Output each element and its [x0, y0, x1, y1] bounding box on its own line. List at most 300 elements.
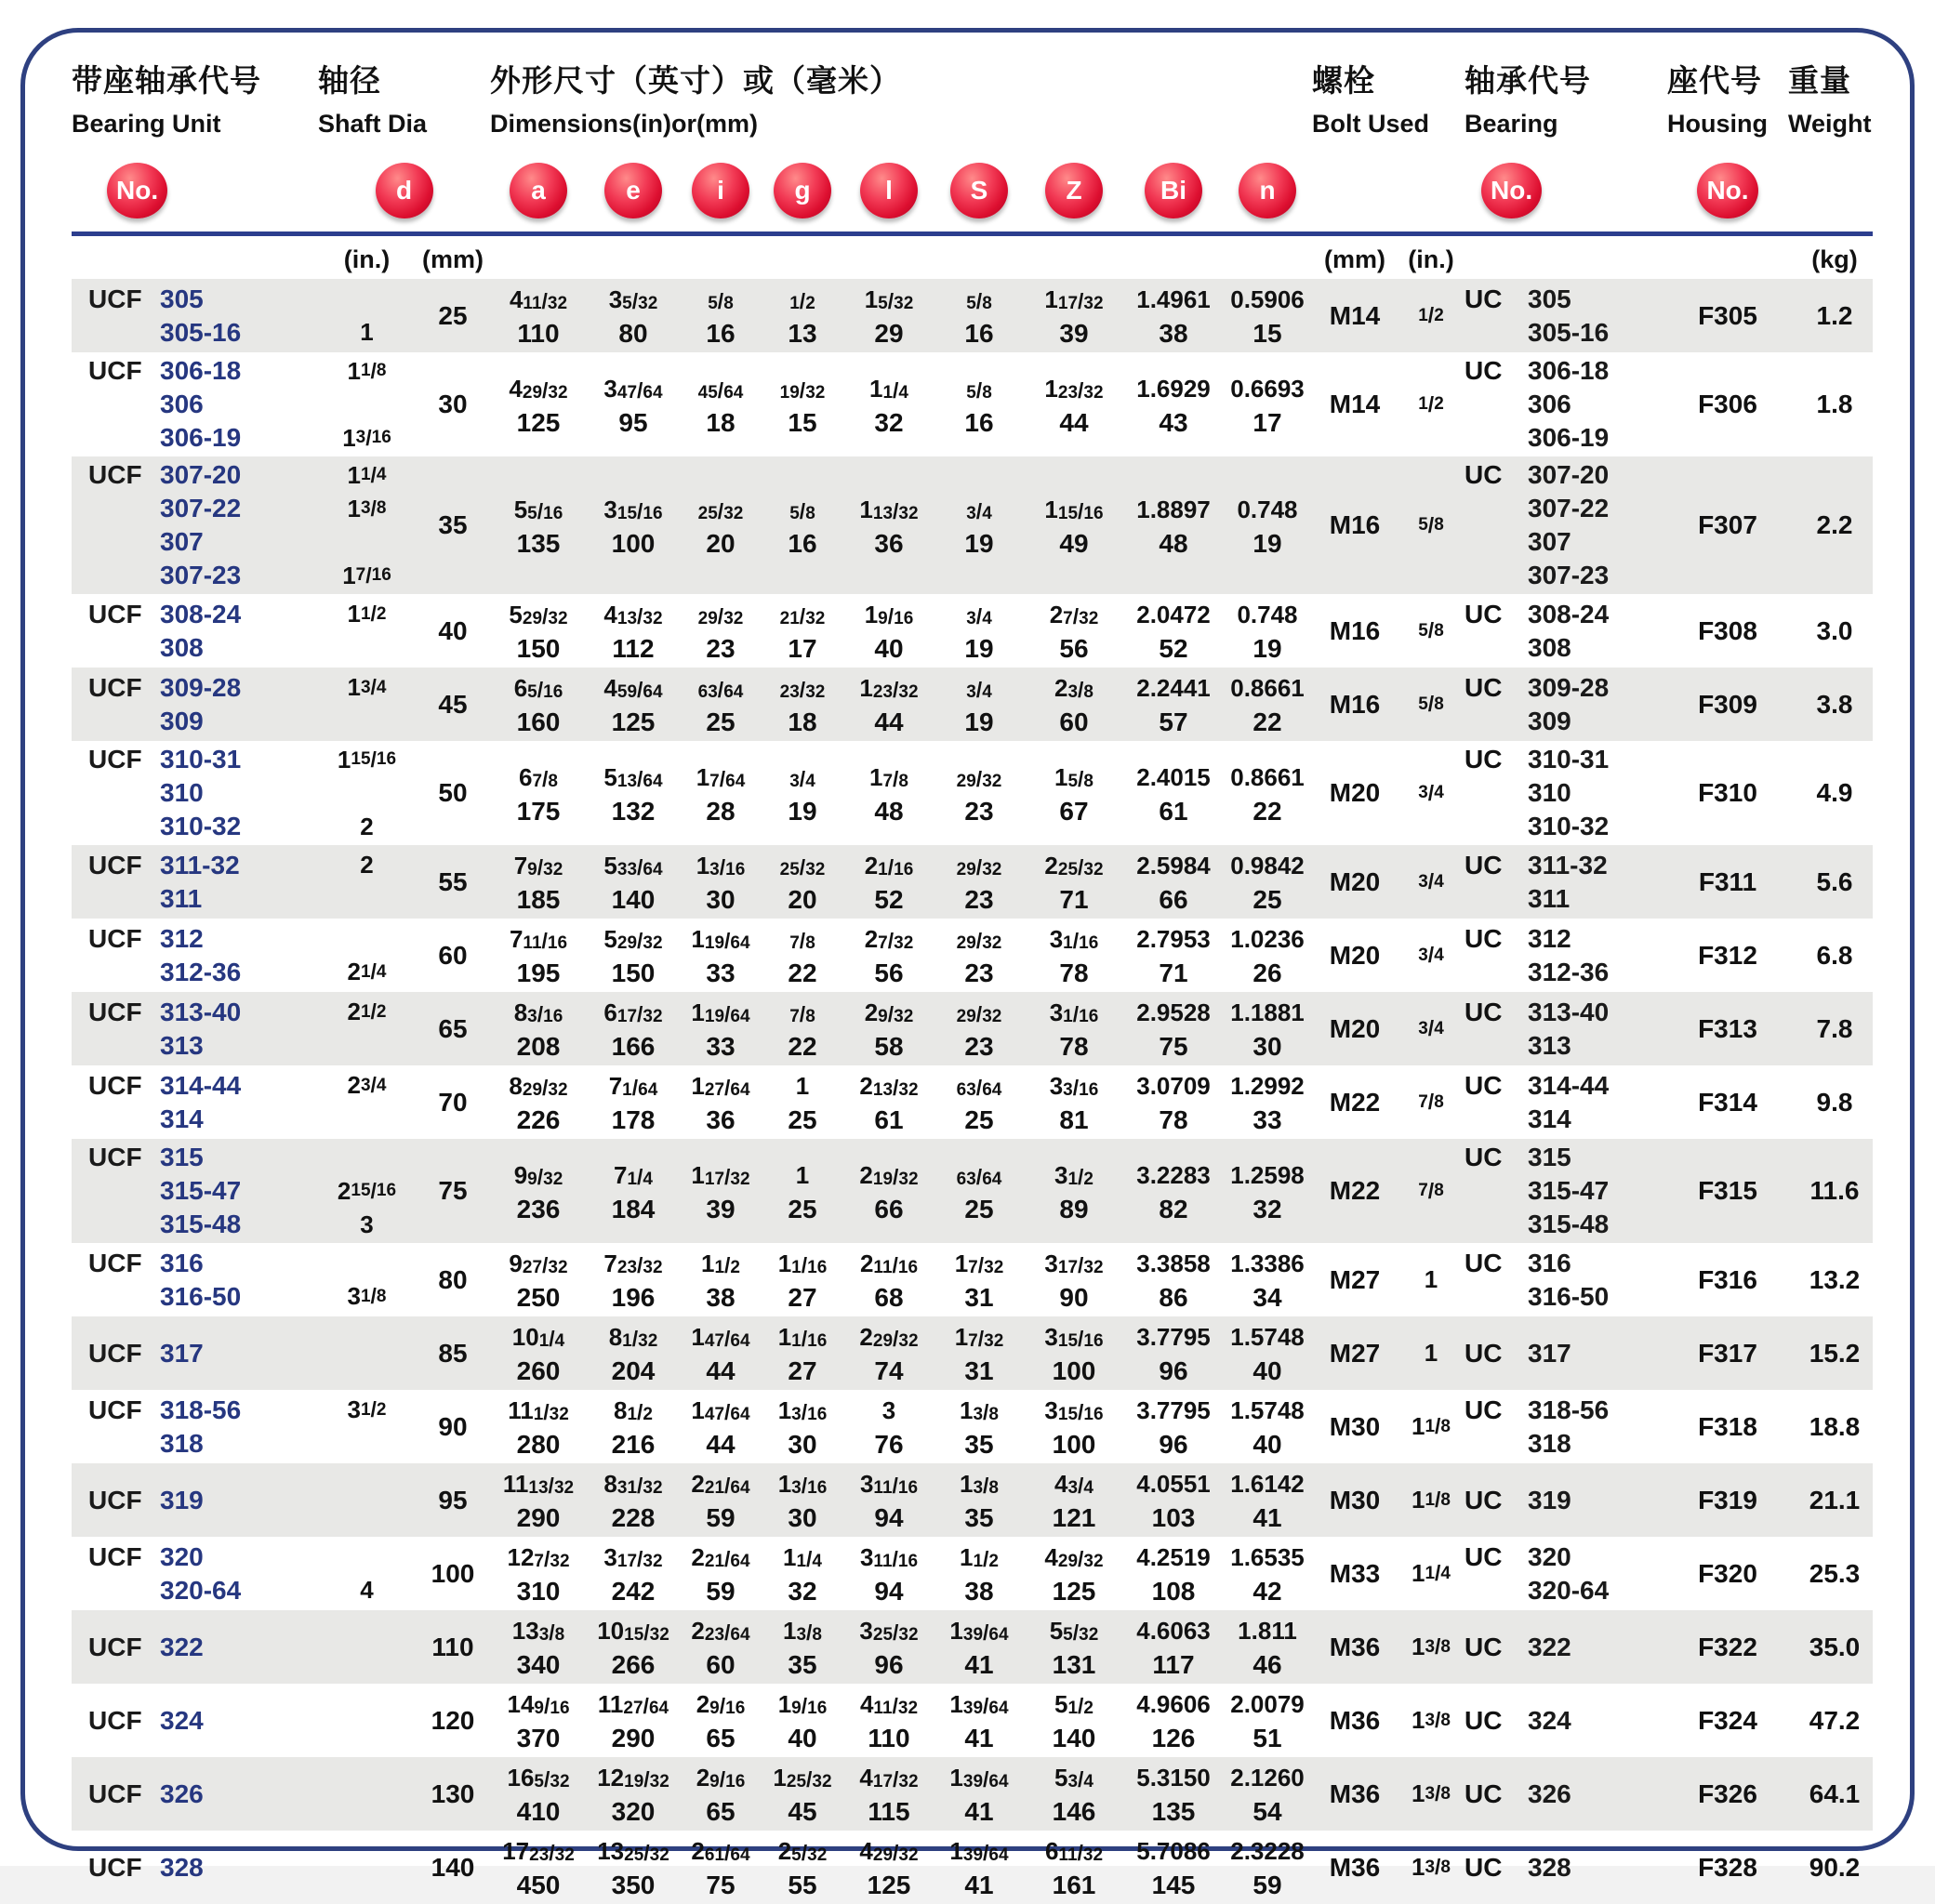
dim-n-cell [1223, 759, 1312, 828]
badge-g-cell [762, 163, 843, 218]
dim-l-in: 1 13 / 32 [859, 495, 919, 523]
dim-g-cell [762, 1067, 843, 1137]
dim-l-cell [843, 491, 934, 561]
bearing-model: 322 [1528, 1632, 1571, 1661]
dim-s-in: 1 39 / 64 [949, 1690, 1009, 1718]
dim-l-in: 2 29 / 32 [859, 1323, 919, 1351]
dim-z-cell [1024, 281, 1124, 350]
dim-z-mm: 89 [1059, 1194, 1089, 1223]
bearing-model: 328 [1528, 1852, 1571, 1882]
dim-e-mm: 166 [611, 1032, 656, 1061]
bolt-size-cell: M33 [1329, 1558, 1381, 1588]
dim-s-mm: 23 [964, 885, 994, 914]
header-bolt-used-en: Bolt Used [1312, 110, 1430, 138]
dim-e-in: 3 47 / 64 [603, 374, 663, 403]
weight-value: 3.0 [1816, 615, 1853, 645]
dim-s-mm: 41 [964, 1724, 994, 1752]
dim-l-mm: 44 [874, 707, 904, 736]
bearing-model: 315-48 [1528, 1210, 1610, 1238]
dim-z-in: 3 15 / 16 [1044, 1323, 1104, 1351]
dim-e-mm: 95 [618, 407, 648, 437]
unit-prefix: UCF [88, 1338, 142, 1368]
dim-i-in: 1 47 / 64 [691, 1396, 750, 1424]
dim-e-mm: 125 [611, 707, 656, 736]
bearing-prefix: UC [1465, 1632, 1503, 1661]
dim-e-cell [587, 1759, 680, 1829]
bearing-model: 307 [1528, 527, 1571, 556]
dim-z-cell [1024, 847, 1124, 917]
unit-prefix: UCF [88, 460, 142, 489]
unit-number-cell [72, 996, 318, 1063]
dim-z-mm: 78 [1059, 1032, 1089, 1061]
dim-a-in: 7 9 / 32 [513, 852, 563, 879]
weight-value: 35.0 [1809, 1632, 1861, 1661]
dim-z-mm: 44 [1059, 407, 1089, 437]
weight-value: 4.9 [1816, 778, 1853, 807]
dim-z-in: 2 25 / 32 [1044, 852, 1104, 879]
bearing-model: 311 [1528, 883, 1571, 913]
bearing-model-stack [1528, 922, 1667, 989]
dim-e-in: 11 27 / 64 [597, 1690, 669, 1718]
header-bearing-zh: 轴承代号 [1465, 63, 1591, 98]
n-badge: n [1239, 163, 1296, 218]
bearing-model: 310-32 [1528, 812, 1610, 840]
weight-value: 47.2 [1809, 1705, 1861, 1735]
bolt-in-cell: 5 / 8 [1418, 692, 1444, 716]
dim-g-cell [762, 1465, 843, 1535]
dim-i-in: 25 / 32 [697, 498, 744, 523]
bearing-model: 312 [1528, 923, 1571, 953]
dim-s-in: 29 / 32 [956, 855, 1002, 879]
bearing-model: 310 [1528, 778, 1571, 807]
dim-n-cell [1223, 491, 1312, 561]
dim-a-cell [490, 847, 587, 917]
housing-number: F316 [1698, 1264, 1757, 1294]
bolt-in-cell: 1 [1424, 1339, 1438, 1367]
badge-housing-no-cell [1667, 163, 1788, 218]
dim-n-mm: 32 [1252, 1194, 1282, 1223]
dim-z-cell [1024, 491, 1124, 561]
shaft-dia-in-value: 1 7 / 16 [342, 561, 391, 589]
unit-model-stack [160, 743, 318, 843]
dim-l-cell [843, 1392, 934, 1461]
bolt-size-cell: M36 [1329, 1852, 1381, 1882]
dim-l-cell [843, 759, 934, 828]
dim-g-in: 1 1 / 16 [777, 1323, 828, 1351]
unit-prefix: UCF [88, 1541, 142, 1571]
bolt-in-cell: 1 3 / 8 [1411, 1706, 1451, 1734]
dim-bi-in: 3.7795 [1136, 1323, 1211, 1351]
dim-s-cell [934, 1067, 1024, 1137]
dim-bi-in: 3.0709 [1136, 1072, 1211, 1100]
shaft-dia-mm-value: 40 [438, 615, 468, 645]
unit-model: 306-19 [160, 423, 242, 452]
dim-n-mm: 40 [1252, 1356, 1282, 1385]
dim-n-in: 0.8661 [1230, 674, 1305, 702]
dim-bi-mm: 48 [1159, 528, 1188, 558]
dim-l-mm: 96 [874, 1650, 904, 1679]
unit-model-stack [160, 1069, 318, 1136]
dim-a-in: 9 9 / 32 [513, 1160, 563, 1189]
dim-bi-in: 1.8897 [1136, 495, 1211, 523]
dim-z-cell [1024, 1067, 1124, 1137]
bearing-prefix: UC [1465, 1248, 1503, 1277]
g-badge: g [774, 163, 831, 218]
unit-model-stack [160, 1247, 318, 1314]
shaft-dia-mm-value: 55 [438, 866, 468, 896]
dim-l-cell [843, 370, 934, 440]
bolt-in-cell: 7 / 8 [1418, 1090, 1444, 1114]
bearing-model: 317 [1528, 1338, 1571, 1368]
dim-i-cell [680, 847, 762, 917]
shaft-dia-in-cell [318, 1832, 416, 1902]
dim-g-in: 1 [795, 1072, 810, 1100]
dim-s-cell [934, 491, 1024, 561]
dim-i-mm: 59 [706, 1577, 736, 1606]
dim-z-in: 5 5 / 32 [1049, 1617, 1099, 1645]
bearing-model: 313 [1528, 1030, 1571, 1060]
dim-e-cell [587, 759, 680, 828]
bearing-prefix: UC [1465, 356, 1503, 385]
dim-z-cell [1024, 1465, 1124, 1535]
unit-shaft-mm: (mm) [422, 245, 484, 273]
badge-d-cell [318, 163, 490, 218]
shaft-dia-in-cell [318, 1539, 416, 1608]
dim-a-mm: 236 [516, 1194, 561, 1223]
dim-a-in: 4 29 / 32 [509, 374, 568, 403]
dim-z-in: 4 3 / 4 [1054, 1470, 1093, 1498]
housing-number: F309 [1698, 689, 1757, 719]
dim-bi-mm: 103 [1151, 1503, 1196, 1532]
bearing-prefix: UC [1465, 1485, 1503, 1514]
dim-bi-cell [1124, 1318, 1223, 1388]
dim-z-cell [1024, 1612, 1124, 1682]
s-badge: S [950, 163, 1008, 218]
dim-a-cell [490, 1318, 587, 1388]
header-dimensions-en: Dimensions(in)or(mm) [490, 110, 759, 138]
dim-g-cell [762, 281, 843, 350]
bolt-size-cell: M30 [1329, 1485, 1381, 1514]
badge-a-cell [490, 163, 587, 218]
dim-a-cell [490, 1157, 587, 1226]
shaft-dia-in-value: 3 1 / 2 [347, 1395, 387, 1423]
housing-number: F305 [1698, 300, 1757, 330]
bolt-size-cell: M22 [1329, 1176, 1381, 1205]
dim-e-cell [587, 1318, 680, 1388]
dim-i-cell [680, 491, 762, 561]
weight-value: 90.2 [1809, 1852, 1861, 1882]
dim-z-mm: 67 [1059, 796, 1089, 826]
dim-n-mm: 46 [1252, 1650, 1282, 1679]
unit-model-stack [160, 598, 318, 665]
dim-a-cell [490, 1539, 587, 1608]
d-badge: d [376, 163, 433, 218]
dim-i-mm: 23 [706, 634, 736, 663]
bolt-in-cell: 1 1 / 4 [1411, 1559, 1451, 1587]
dim-s-cell [934, 1157, 1024, 1226]
dim-g-cell [762, 370, 843, 440]
dim-i-in: 1 7 / 64 [696, 762, 746, 791]
i-badge: i [692, 163, 749, 218]
dim-bi-mm: 82 [1159, 1194, 1188, 1223]
unit-number-cell [72, 283, 318, 350]
dim-bi-cell [1124, 596, 1223, 666]
bolt-in-cell: 1 3 / 8 [1411, 1633, 1451, 1660]
dim-s-mm: 23 [964, 796, 994, 826]
bearing-number-cell [1465, 283, 1667, 350]
dim-i-mm: 38 [706, 1283, 736, 1312]
dim-bi-in: 4.0551 [1136, 1470, 1211, 1498]
dim-bi-in: 4.6063 [1136, 1617, 1211, 1645]
unit-model: 320 [160, 1541, 204, 1571]
dim-s-in: 63 / 64 [956, 1076, 1002, 1100]
unit-model: 307-23 [160, 561, 242, 589]
dim-a-cell [490, 1686, 587, 1755]
bolt-size-cell: M16 [1329, 510, 1381, 539]
housing-number: F313 [1698, 1013, 1757, 1043]
dim-s-cell [934, 596, 1024, 666]
dim-s-cell [934, 759, 1024, 828]
header-dimensions-zh: 外形尺寸（英寸）或（毫米） [490, 63, 901, 98]
a-badge: a [510, 163, 567, 218]
weight-value: 7.8 [1816, 1013, 1853, 1043]
dim-z-in: 6 11 / 32 [1044, 1837, 1104, 1865]
housing-number: F312 [1698, 940, 1757, 970]
unit-prefix: UCF [88, 745, 142, 774]
dim-a-mm: 125 [516, 407, 561, 437]
dim-bi-in: 3.7795 [1136, 1396, 1211, 1424]
dim-e-in: 8 1 / 2 [613, 1396, 653, 1424]
table-row [72, 1390, 1873, 1463]
bearing-model: 309 [1528, 706, 1571, 735]
dim-s-cell [934, 370, 1024, 440]
bearing-model: 320-64 [1528, 1575, 1610, 1605]
dim-n-in: 1.6535 [1230, 1543, 1305, 1571]
dim-g-cell [762, 1832, 843, 1902]
dim-a-in: 4 11 / 32 [509, 285, 568, 313]
dim-g-mm: 30 [788, 1503, 817, 1532]
dim-g-cell [762, 1157, 843, 1226]
bolt-size-cell: M36 [1329, 1705, 1381, 1735]
bearing-model-stack [1528, 283, 1667, 350]
unit-prefix: UCF [88, 997, 142, 1026]
bearing-number-cell [1465, 1484, 1667, 1517]
dim-n-mm: 26 [1252, 959, 1282, 987]
dim-g-mm: 45 [788, 1797, 817, 1826]
dim-s-mm: 31 [964, 1356, 994, 1385]
badge-unit-no-cell [72, 163, 318, 218]
housing-number: F306 [1698, 390, 1757, 418]
housing-number: F328 [1698, 1852, 1757, 1882]
bearing-model-stack [1528, 1540, 1667, 1607]
dim-s-in: 1 7 / 32 [954, 1323, 1004, 1351]
shaft-dia-in-value: 2 [360, 851, 374, 879]
bearing-prefix: UC [1465, 284, 1503, 313]
dim-g-mm: 13 [788, 319, 817, 348]
bearing-model-stack [1528, 1484, 1667, 1517]
weight-value: 15.2 [1809, 1338, 1861, 1368]
dim-l-mm: 29 [874, 319, 904, 348]
dim-n-mm: 40 [1252, 1430, 1282, 1459]
unit-model-stack [160, 849, 318, 916]
table-row [72, 1610, 1873, 1684]
dim-e-in: 5 33 / 64 [603, 852, 663, 879]
dim-n-cell [1223, 1157, 1312, 1226]
dim-g-in: 1 25 / 32 [773, 1764, 832, 1792]
unit-prefix: UCF [88, 923, 142, 953]
dim-a-in: 6 7 / 8 [518, 762, 558, 791]
dim-n-in: 1.1881 [1230, 998, 1305, 1026]
dim-e-mm: 204 [611, 1356, 656, 1385]
dim-e-mm: 196 [611, 1283, 656, 1312]
shaft-dia-mm-value: 140 [431, 1852, 475, 1882]
shaft-dia-in-cell [318, 281, 416, 350]
dim-i-cell [680, 1465, 762, 1535]
dim-i-mm: 33 [706, 1032, 736, 1061]
housing-no-badge: No. [1697, 163, 1757, 218]
table-row [72, 741, 1873, 845]
table-row [72, 279, 1873, 352]
dim-n-mm: 42 [1252, 1577, 1282, 1606]
header-shaft-dia [318, 57, 490, 139]
dim-l-cell [843, 596, 934, 666]
dim-l-cell [843, 1686, 934, 1755]
dim-s-mm: 23 [964, 1032, 994, 1061]
dim-bi-in: 2.2441 [1136, 674, 1211, 702]
dim-n-in: 0.9842 [1230, 852, 1305, 879]
units-row [72, 240, 1873, 279]
dim-g-mm: 22 [788, 959, 817, 987]
bolt-in-cell: 1 [1424, 1265, 1438, 1293]
dim-bi-mm: 75 [1159, 1032, 1188, 1061]
dim-z-mm: 125 [1052, 1577, 1096, 1606]
dim-e-cell [587, 596, 680, 666]
dim-bi-in: 3.3858 [1136, 1250, 1211, 1277]
dim-i-mm: 25 [706, 707, 736, 736]
dim-g-cell [762, 491, 843, 561]
dim-z-cell [1024, 1157, 1124, 1226]
badge-l-cell [843, 163, 934, 218]
dim-g-in: 1 / 2 [789, 289, 815, 313]
dim-bi-cell [1124, 1067, 1223, 1137]
dim-g-in: 23 / 32 [779, 678, 826, 702]
dim-a-mm: 208 [516, 1032, 561, 1061]
dim-n-mm: 34 [1252, 1283, 1282, 1312]
shaft-dia-in-value: 1 15 / 16 [337, 745, 397, 774]
dim-l-mm: 61 [874, 1105, 904, 1134]
dim-s-mm: 35 [964, 1430, 994, 1459]
dim-e-cell [587, 1686, 680, 1755]
dim-bi-mm: 86 [1159, 1283, 1188, 1312]
dim-l-mm: 76 [874, 1430, 904, 1459]
dim-g-cell [762, 920, 843, 990]
dim-bi-mm: 61 [1159, 796, 1188, 826]
dim-a-cell [490, 1067, 587, 1137]
bearing-model-stack [1528, 743, 1667, 843]
bearing-number-cell [1465, 1337, 1667, 1370]
bolt-size-cell: M20 [1329, 1013, 1381, 1043]
bolt-size-cell: M30 [1329, 1411, 1381, 1441]
shaft-dia-mm-value: 130 [431, 1778, 475, 1808]
unit-model: 319 [160, 1485, 204, 1514]
dim-s-mm: 19 [964, 634, 994, 663]
dim-l-in: 2 11 / 16 [859, 1250, 919, 1277]
bearing-prefix: UC [1465, 1070, 1503, 1100]
dim-s-mm: 19 [964, 528, 994, 558]
badge-bearing-no-cell [1465, 163, 1667, 218]
table-row [72, 1065, 1873, 1139]
bearing-model-stack [1528, 1069, 1667, 1136]
bearing-number-cell [1465, 458, 1667, 592]
dim-a-mm: 195 [516, 959, 561, 987]
dim-g-mm: 27 [788, 1356, 817, 1385]
shaft-dia-in-cell [318, 458, 416, 592]
unit-model-stack [160, 1778, 318, 1811]
dim-z-mm: 100 [1052, 1430, 1096, 1459]
dim-n-in: 2.3228 [1230, 1837, 1305, 1865]
dim-l-in: 1 7 / 8 [868, 762, 908, 791]
shaft-dia-in-cell [318, 743, 416, 843]
dim-g-mm: 22 [788, 1032, 817, 1061]
shaft-dia-in-value: 1 [360, 318, 374, 346]
bearing-model: 306-19 [1528, 423, 1610, 452]
dim-g-in: 1 3 / 8 [782, 1617, 822, 1645]
dim-i-mm: 30 [706, 885, 736, 914]
dim-l-in: 4 17 / 32 [859, 1764, 919, 1792]
dim-i-in: 1 27 / 64 [691, 1072, 750, 1100]
dim-g-mm: 25 [788, 1105, 817, 1134]
bearing-model: 306 [1528, 390, 1571, 418]
dim-bi-mm: 78 [1159, 1105, 1188, 1134]
dim-l-in: 1 23 / 32 [859, 674, 919, 702]
bolt-in-cell: 3 / 4 [1418, 1016, 1444, 1040]
unit-model: 313 [160, 1030, 204, 1060]
dim-i-cell [680, 1759, 762, 1829]
dim-l-cell [843, 1465, 934, 1535]
dim-g-cell [762, 669, 843, 739]
unit-model: 310-31 [160, 745, 242, 774]
unit-model: 309-28 [160, 672, 242, 702]
dim-s-mm: 41 [964, 1650, 994, 1679]
dim-l-in: 1 5 / 32 [864, 285, 914, 313]
unit-bolt-mm: (mm) [1324, 245, 1385, 273]
dim-z-in: 1 17 / 32 [1044, 285, 1104, 313]
dim-e-in: 7 1 / 64 [608, 1072, 658, 1100]
dim-s-in: 1 39 / 64 [949, 1837, 1009, 1865]
dim-g-in: 1 3 / 16 [777, 1470, 828, 1498]
dim-s-cell [934, 1832, 1024, 1902]
shaft-dia-in-value: 3 1 / 8 [347, 1282, 387, 1310]
dim-l-mm: 66 [874, 1194, 904, 1223]
dim-z-mm: 49 [1059, 528, 1089, 558]
dim-bi-cell [1124, 1465, 1223, 1535]
dim-n-mm: 19 [1252, 634, 1282, 663]
dim-a-in: 8 3 / 16 [513, 998, 563, 1026]
dim-g-mm: 19 [788, 796, 817, 826]
shaft-dia-in-value: 1 3 / 8 [347, 494, 387, 522]
bearing-model-stack [1528, 1631, 1667, 1664]
bearing-model-stack [1528, 598, 1667, 665]
dim-n-mm: 33 [1252, 1105, 1282, 1134]
dim-z-cell [1024, 1832, 1124, 1902]
dim-e-mm: 140 [611, 885, 656, 914]
dim-a-mm: 135 [516, 528, 561, 558]
e-badge: e [604, 163, 662, 218]
dim-s-cell [934, 847, 1024, 917]
dim-e-in: 6 17 / 32 [603, 998, 663, 1026]
dim-n-in: 1.5748 [1230, 1396, 1305, 1424]
dim-s-mm: 38 [964, 1577, 994, 1606]
